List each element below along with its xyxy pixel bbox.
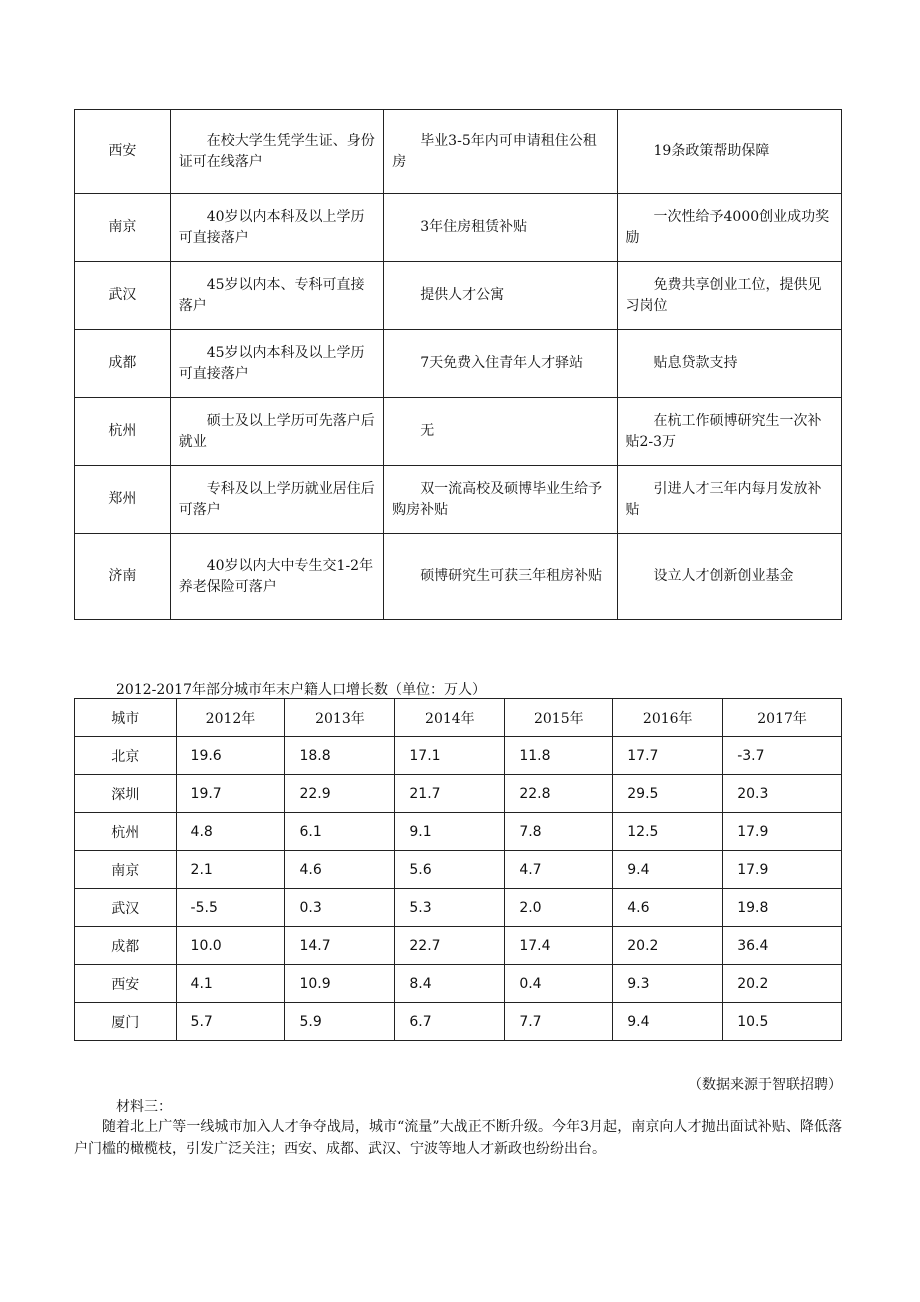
policy-other-cell: 在杭工作硕博研究生一次补贴2-3万: [617, 398, 841, 466]
population-header-cell: 2012年: [176, 699, 285, 737]
population-value-cell: 9.4: [613, 851, 723, 889]
population-value-cell: 19.8: [723, 889, 842, 927]
population-header-cell: 2014年: [395, 699, 505, 737]
population-row: [75, 775, 842, 813]
source-note: （数据来源于智联招聘）: [688, 1077, 842, 1093]
population-value-cell: 7.8: [505, 813, 613, 851]
policy-row: [75, 398, 842, 466]
population-row: [75, 737, 842, 775]
population-value-cell: 5.9: [285, 1003, 395, 1041]
population-city-cell: 北京: [75, 737, 177, 775]
population-value-cell: 0.3: [285, 889, 395, 927]
policy-other-cell: 免费共享创业工位，提供见习岗位: [617, 262, 841, 330]
policy-settle-cell: 在校大学生凭学生证、身份证可在线落户: [170, 110, 383, 194]
population-value-cell: 4.6: [613, 889, 723, 927]
population-value-cell: 18.8: [285, 737, 395, 775]
population-table-caption: 2012-2017年部分城市年末户籍人口增长数（单位：万人）: [116, 682, 486, 698]
population-value-cell: 17.4: [505, 927, 613, 965]
population-value-cell: 10.0: [176, 927, 285, 965]
policy-city-cell: 西安: [75, 110, 171, 194]
policy-other-cell: 贴息贷款支持: [617, 330, 841, 398]
population-value-cell: 14.7: [285, 927, 395, 965]
population-header-cell: 2015年: [505, 699, 613, 737]
population-value-cell: 22.7: [395, 927, 505, 965]
population-value-cell: 17.1: [395, 737, 505, 775]
population-city-cell: 深圳: [75, 775, 177, 813]
population-row: [75, 927, 842, 965]
population-value-cell: 4.6: [285, 851, 395, 889]
population-value-cell: 20.2: [723, 965, 842, 1003]
population-header-row: [75, 699, 842, 737]
population-header-cell: 2013年: [285, 699, 395, 737]
policy-city-cell: 济南: [75, 534, 171, 620]
population-value-cell: 20.2: [613, 927, 723, 965]
population-value-cell: 8.4: [395, 965, 505, 1003]
population-value-cell: 2.1: [176, 851, 285, 889]
population-value-cell: 29.5: [613, 775, 723, 813]
population-row: [75, 965, 842, 1003]
policy-row: [75, 262, 842, 330]
population-header-cell: 城市: [75, 699, 177, 737]
population-value-cell: 19.6: [176, 737, 285, 775]
policy-other-cell: 19条政策帮助保障: [617, 110, 841, 194]
policy-housing-cell: 3年住房租赁补贴: [384, 194, 617, 262]
population-value-cell: 17.9: [723, 851, 842, 889]
policy-settle-cell: 40岁以内大中专生交1-2年养老保险可落户: [170, 534, 383, 620]
population-value-cell: -3.7: [723, 737, 842, 775]
policy-housing-cell: 提供人才公寓: [384, 262, 617, 330]
population-city-cell: 厦门: [75, 1003, 177, 1041]
population-value-cell: 22.9: [285, 775, 395, 813]
population-city-cell: 武汉: [75, 889, 177, 927]
policy-other-cell: 引进人才三年内每月发放补贴: [617, 466, 841, 534]
population-value-cell: 19.7: [176, 775, 285, 813]
population-value-cell: 2.0: [505, 889, 613, 927]
population-value-cell: 4.7: [505, 851, 613, 889]
policy-housing-cell: 双一流高校及硕博毕业生给予购房补贴: [384, 466, 617, 534]
population-value-cell: 10.9: [285, 965, 395, 1003]
population-row: [75, 813, 842, 851]
population-city-cell: 杭州: [75, 813, 177, 851]
policy-row: [75, 534, 842, 620]
population-value-cell: 12.5: [613, 813, 723, 851]
population-value-cell: 9.4: [613, 1003, 723, 1041]
policy-settle-cell: 40岁以内本科及以上学历可直接落户: [170, 194, 383, 262]
population-value-cell: 5.7: [176, 1003, 285, 1041]
population-city-cell: 成都: [75, 927, 177, 965]
population-value-cell: 9.3: [613, 965, 723, 1003]
population-value-cell: 17.9: [723, 813, 842, 851]
policy-row: [75, 330, 842, 398]
population-header-cell: 2017年: [723, 699, 842, 737]
population-value-cell: 11.8: [505, 737, 613, 775]
policy-city-cell: 南京: [75, 194, 171, 262]
population-value-cell: 36.4: [723, 927, 842, 965]
population-value-cell: 9.1: [395, 813, 505, 851]
population-city-cell: 南京: [75, 851, 177, 889]
population-value-cell: 21.7: [395, 775, 505, 813]
population-row: [75, 1003, 842, 1041]
population-value-cell: 7.7: [505, 1003, 613, 1041]
population-value-cell: 10.5: [723, 1003, 842, 1041]
policy-city-cell: 成都: [75, 330, 171, 398]
population-value-cell: -5.5: [176, 889, 285, 927]
policy-housing-cell: 硕博研究生可获三年租房补贴: [384, 534, 617, 620]
section-label: 材料三：: [116, 1099, 172, 1115]
population-value-cell: 4.8: [176, 813, 285, 851]
policy-housing-cell: 毕业3-5年内可申请租住公租房: [384, 110, 617, 194]
policy-city-cell: 郑州: [75, 466, 171, 534]
population-value-cell: 6.7: [395, 1003, 505, 1041]
policy-table: [74, 109, 842, 620]
policy-city-cell: 杭州: [75, 398, 171, 466]
policy-housing-cell: 无: [384, 398, 617, 466]
population-value-cell: 5.6: [395, 851, 505, 889]
population-value-cell: 5.3: [395, 889, 505, 927]
policy-settle-cell: 45岁以内本、专科可直接落户: [170, 262, 383, 330]
population-value-cell: 20.3: [723, 775, 842, 813]
population-table: [74, 698, 842, 1041]
material-paragraph: 随着北上广等一线城市加入人才争夺战局，城市“流量”大战正不断升级。今年3月起，南京向人才抛出面试补贴、降低落户门槛的橄榄枝，引发广泛关注；西安、成都、武汉、宁波等地人才新政也纷纷出台。: [74, 1119, 842, 1157]
population-row: [75, 889, 842, 927]
policy-row: [75, 466, 842, 534]
policy-other-cell: 设立人才创新创业基金: [617, 534, 841, 620]
population-city-cell: 西安: [75, 965, 177, 1003]
policy-other-cell: 一次性给予4000创业成功奖励: [617, 194, 841, 262]
policy-row: [75, 110, 842, 194]
policy-settle-cell: 专科及以上学历就业居住后可落户: [170, 466, 383, 534]
policy-housing-cell: 7天免费入住青年人才驿站: [384, 330, 617, 398]
population-value-cell: 6.1: [285, 813, 395, 851]
policy-city-cell: 武汉: [75, 262, 171, 330]
policy-settle-cell: 45岁以内本科及以上学历可直接落户: [170, 330, 383, 398]
population-value-cell: 22.8: [505, 775, 613, 813]
policy-settle-cell: 硕士及以上学历可先落户后就业: [170, 398, 383, 466]
population-row: [75, 851, 842, 889]
population-value-cell: 17.7: [613, 737, 723, 775]
policy-row: [75, 194, 842, 262]
population-value-cell: 0.4: [505, 965, 613, 1003]
population-value-cell: 4.1: [176, 965, 285, 1003]
population-header-cell: 2016年: [613, 699, 723, 737]
